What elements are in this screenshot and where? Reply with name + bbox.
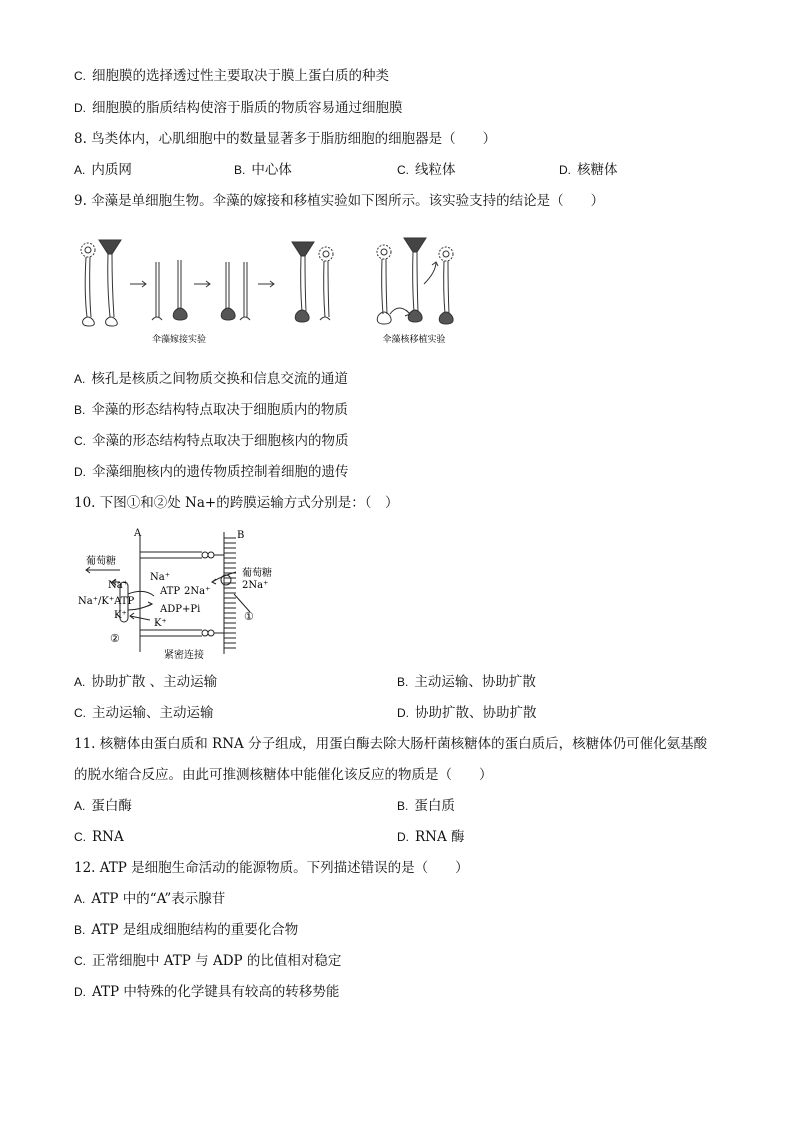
option-label: D.	[74, 985, 86, 999]
fig10-k-2: K⁺	[154, 618, 167, 629]
option-text: 协助扩散、协助扩散	[415, 705, 537, 721]
option-10a	[74, 673, 217, 691]
fig10-label-b: B	[237, 530, 245, 541]
option-text: 核孔是核质之间物质交换和信息交流的通道	[91, 371, 348, 387]
option-11a	[74, 797, 132, 815]
option-label: A.	[74, 163, 86, 177]
option-text: 内质网	[91, 162, 132, 178]
fig10-tight-junction: 紧密连接	[164, 650, 204, 661]
algae-umbrella-cap-icon	[99, 240, 121, 326]
fig10-label-a: A	[134, 528, 142, 539]
algae-flower-cap-icon	[81, 243, 95, 326]
fig9-caption-left: 伞藻嫁接实验	[151, 335, 207, 345]
fig10-na-2: Na⁺	[108, 580, 128, 591]
algae-transplant-icon	[377, 238, 453, 324]
option-12c	[74, 952, 341, 970]
option-8a	[74, 161, 132, 179]
option-label: B.	[74, 923, 86, 937]
fig9-caption-right: 伞藻核移植实验	[382, 335, 446, 345]
option-text: 主动运输、协助扩散	[414, 674, 536, 690]
option-text: 核糖体	[577, 162, 618, 178]
fig10-two-na-2: 2Na⁺	[242, 580, 269, 591]
option-label: D.	[397, 706, 409, 720]
option-text: 线粒体	[415, 162, 456, 178]
option-text: 细胞膜的脂质结构使溶于脂质的物质容易通过细胞膜	[92, 100, 403, 116]
fig10-na-1: Na⁺	[150, 572, 170, 583]
option-9b	[74, 401, 348, 419]
option-label: B.	[397, 799, 409, 813]
option-text: RNA	[92, 829, 124, 845]
question-9: 9. 伞藻是单细胞生物。伞藻的嫁接和移植实验如下图所示。该实验支持的结论是（ ）	[74, 193, 605, 209]
option-10d	[397, 704, 537, 722]
option-label: C.	[74, 69, 86, 83]
option-10b	[397, 673, 536, 691]
algae-graft-icon	[221, 262, 250, 320]
option-10c	[74, 704, 214, 722]
option-8c	[397, 161, 456, 179]
option-text: 细胞膜的选择透过性主要取决于膜上蛋白质的种类	[92, 68, 389, 84]
option-label: A.	[74, 892, 86, 906]
fig10-circle-1: ①	[244, 610, 254, 623]
option-text: 协助扩散 、主动运输	[91, 674, 218, 690]
algae-stalk-icon	[152, 260, 187, 320]
fig10-atp: ATP	[160, 586, 181, 597]
option-text: 伞藻细胞核内的遗传物质控制着细胞的遗传	[92, 464, 349, 480]
option-label: C.	[74, 954, 86, 968]
option-text: ATP 中特殊的化学键具有较高的转移势能	[92, 984, 340, 1000]
option-label: A.	[74, 372, 86, 386]
option-label: C.	[74, 706, 86, 720]
option-text: 蛋白酶	[91, 798, 132, 814]
fig10-adp-pi: ADP+Pi	[160, 604, 201, 615]
option-11d	[397, 828, 465, 846]
fig10-two-na-1: 2Na⁺	[184, 586, 211, 597]
umbrella-algae-figure	[74, 232, 466, 352]
option-7c	[74, 67, 389, 85]
option-12a	[74, 890, 225, 908]
option-8b	[234, 161, 292, 179]
option-label: B.	[397, 675, 409, 689]
option-text: 蛋白质	[414, 798, 455, 814]
option-label: C.	[397, 163, 409, 177]
option-8d	[559, 161, 618, 179]
option-text: ATP 中的“A”表示腺苷	[91, 891, 226, 907]
option-text: 主动运输、主动运输	[92, 705, 214, 721]
option-text: 伞藻的形态结构特点取决于细胞质内的物质	[91, 402, 348, 418]
option-text: RNA 酶	[415, 829, 465, 845]
option-11b	[397, 797, 455, 815]
question-11-line-1: 11. 核糖体由蛋白质和 RNA 分子组成，用蛋白酶去除大肠杆菌核糖体的蛋白质后，核糖体仍可催化氨基酸	[74, 736, 708, 752]
option-label: D.	[559, 163, 571, 177]
fig10-circle-2: ②	[110, 632, 120, 645]
option-label: B.	[234, 163, 246, 177]
option-9a	[74, 370, 348, 388]
microvilli-icon	[224, 538, 236, 648]
option-label: D.	[74, 465, 86, 479]
option-text: 正常细胞中 ATP 与 ADP 的比值相对稳定	[92, 953, 342, 969]
question-12: 12. ATP 是细胞生命活动的能源物质。下列描述错误的是（ ）	[74, 860, 469, 876]
option-label: B.	[74, 403, 86, 417]
option-12b	[74, 921, 298, 939]
algae-result-icon	[292, 242, 333, 322]
question-10: 10. 下图①和②处 Na+的跨膜运输方式分别是：（ ）	[74, 495, 399, 511]
option-9c	[74, 432, 349, 450]
option-7d	[74, 99, 403, 117]
option-9d	[74, 463, 349, 481]
fig10-na-k-atp: Na⁺/K⁺ATP	[78, 596, 135, 607]
option-text: ATP 是组成细胞结构的重要化合物	[91, 922, 299, 938]
membrane-transport-figure	[74, 524, 286, 664]
option-label: A.	[74, 799, 86, 813]
option-label: D.	[74, 101, 86, 115]
option-text: 伞藻的形态结构特点取决于细胞核内的物质	[92, 433, 349, 449]
option-11c	[74, 828, 124, 846]
option-label: D.	[397, 830, 409, 844]
option-label: C.	[74, 830, 86, 844]
fig10-glucose-left: 葡萄糖	[86, 556, 116, 567]
fig10-glucose-right: 葡萄糖	[242, 568, 272, 579]
fig10-k-1: K⁺	[114, 610, 127, 621]
option-text: 中心体	[251, 162, 292, 178]
option-label: C.	[74, 434, 86, 448]
option-label: A.	[74, 675, 86, 689]
question-11-line-2: 的脱水缩合反应。由此可推测核糖体中能催化该反应的物质是（ ）	[74, 767, 493, 783]
question-8: 8. 鸟类体内，心肌细胞中的数量显著多于脂肪细胞的细胞器是（ ）	[74, 131, 497, 147]
option-12d	[74, 983, 339, 1001]
